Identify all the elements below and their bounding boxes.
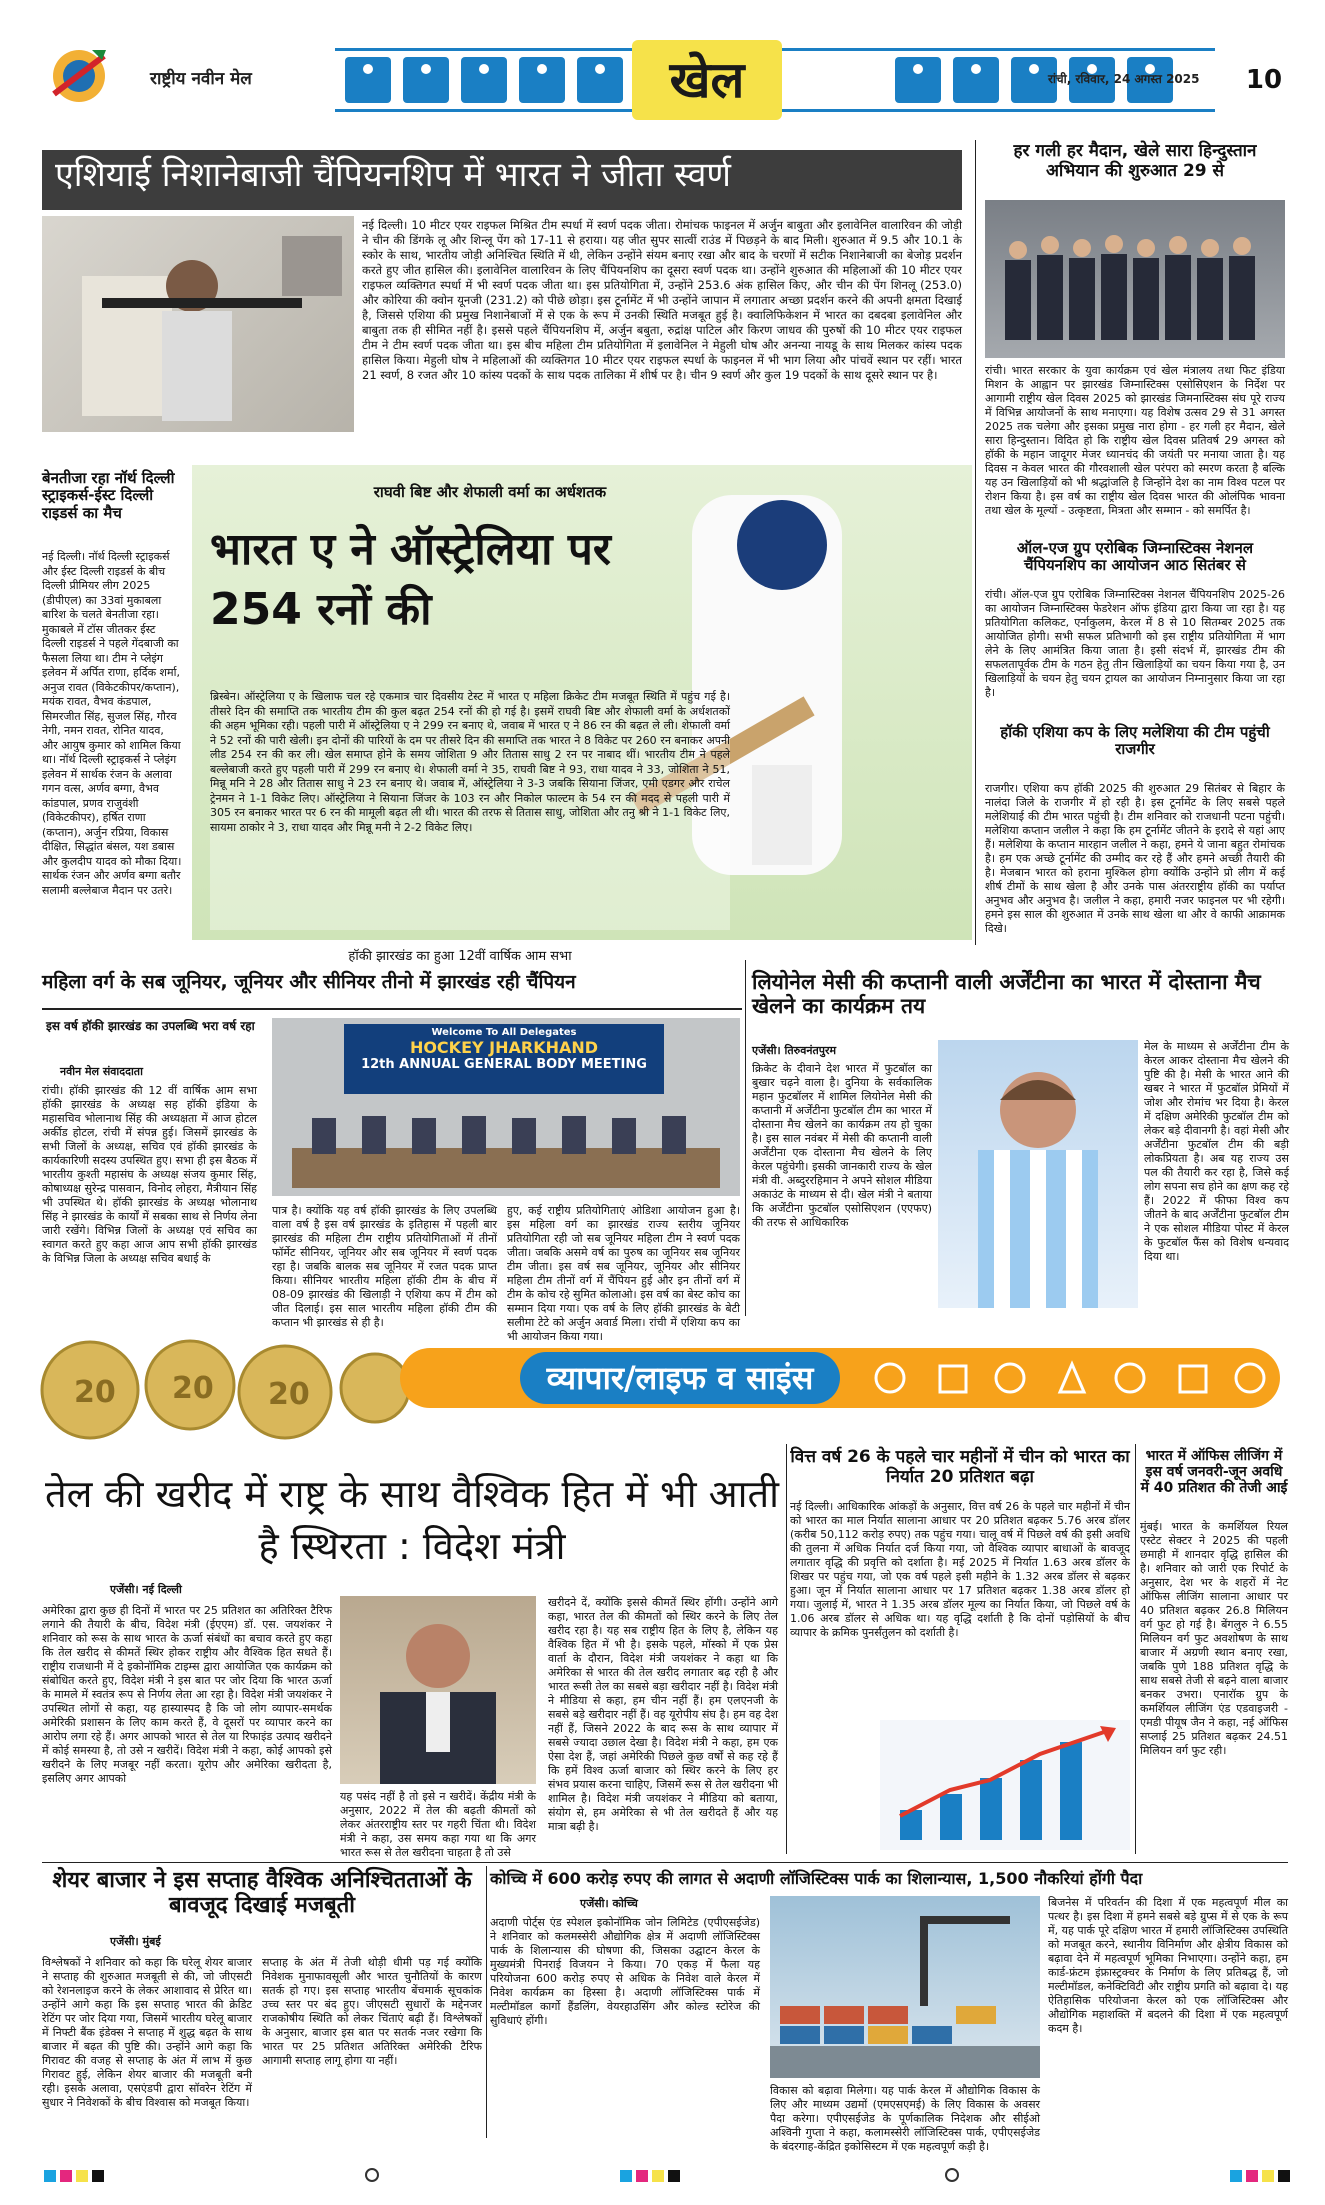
hockey-body-2: पात्र है। क्योंकि यह वर्ष हॉकी झारखंड के लिए उपलब्धि वाला वर्ष है इस वर्ष झारखंड के इतिहास में पहली बार झारखंड की महिला टीम राष्ट्रीय प्रतियोगिताओं में तीनों फॉर्मेट सीनियर, जूनियर और सब जूनियर में स्वर्ण पदक रहा है। जबकि बालक सब जूनियर में रजत पदक प्राप्त किया। सीनियर भारतीय महिला हॉकी टीम के बीच में 08-09 झारखंड की खिलाड़ी ने एशिया कप में टीम को जीत दिलाई। इस साल भारतीय महिला हॉकी टीम की कप्तान भी झारखंड से ही है।	[272, 1204, 497, 1329]
hockey-body-1: रांची। हॉकी झारखंड की 12 वीं वार्षिक आम सभा हॉकी झारखंड के अध्यक्ष सह हॉकी इंडिया के महासचिव भोलानाथ सिंह की अध्यक्षता में आज होटल अर्कीड होटल, रांची में संपन्न हुई। जिसमें झारखंड के सभी जिलों के अध्यक्ष, सचिव एवं हॉकी झारखंड के कार्यकारिणी सदस्य उपस्थित हुए। सभा ही इस बैठक में भारतीय कुश्ती महासंघ के अध्यक्ष संजय कुमार सिंह, कोषाध्यक्ष सुरेन्द्र पासवान, विनोद लोहरा, मैत्रीयान सिंह भी उपस्थित थे। हॉकी झारखंड के अध्यक्ष भोलानाथ सिंह ने झारखंड के कार्यों में सबका साथ से निर्णय लेना जारी रखेंगे। विभिन्न जिलों के अध्यक्ष एवं सचिव का स्वागत करते हुए कहा आज आप सभी हॉकी झारखंड के विभिन्न जिला के अध्यक्ष सचिव बधाई के	[42, 1084, 257, 1265]
hockey-byline: नवीन मेल संवाददाता	[60, 1065, 143, 1078]
banner-line-1: Welcome To All Delegates	[431, 1027, 577, 1038]
cricket-body: ब्रिस्बेन। ऑस्ट्रेलिया ए के खिलाफ चल रहे एकमात्र चार दिवसीय टेस्ट में भारत ए महिला क्रिकेट टीम मजबूत स्थिति में पहुंच गई है। तीसरे दिन की समाप्ति तक भारतीय टीम की कुल बढ़त 254 रनों की हो गई है। इसमें राघवी बिष्ट और शेफाली वर्मा के अर्धशतकों की अहम भूमिका रही। पहली पारी में ऑस्ट्रेलिया ए ने 299 रन बनाए थे, जवाब में भारत ए ने 86 रन की बढ़त ले ली। शेफाली वर्मा ने 52 रनों की पारी खेली। इन दोनों की पारियों के दम पर तीसरे दिन की समाप्ति तक भारत ने 8 विकेट पर 260 रन बनाकर अपनी लीड 254 रन की कर ली। खेल समाप्त होने के समय जोशिता 9 और तितास साधु 2 रन पर नाबाद थीं। भारतीय टीम ने पहले बल्लेबाजी करते हुए पहली पारी में 299 रन बनाए थे। शेफाली वर्मा ने 35, राघवी बिष्ट ने 93, राधा यादव ने 33, जोशिता ने 51, मिन्नू मनि ने 28 और तितास साधु ने 23 रन बनाए थे। जवाब में, ऑस्ट्रेलिया ने 3-3 जबकि सियाना जिंजर, एमी एडगर और राचेल ट्रेनमन ने 1-1 विकेट लिए। ऑस्ट्रेलिया ने सियाना जिंजर के 103 रन और निकोल फाल्टम के 54 रन की मदद से पहली पारी में 305 रन बनाकर भारत पर 6 रन की मामूली बढ़त ली थी। भारत की तरफ से तितास साधु, जोशिता और तनु श्री ने 1-1 विकेट लिए, सायमा ठाकोर ने 3, राधा यादव और मिन्नू मनी ने 2-2 विकेट लिए।	[210, 690, 730, 930]
messi-photo	[938, 1040, 1138, 1308]
messi-byline: एजेंसी। तिरुवनंतपुरम	[752, 1044, 837, 1057]
growth-chart-graphic	[880, 1720, 1130, 1850]
column-rule	[786, 1444, 787, 1854]
oil-body-3: खरीदने दें, क्योंकि इससे कीमतें स्थिर होंगी। उन्होंने आगे कहा, भारत तेल की कीमतों को स्थिर करने के लिए तेल खरीद रहा है। यह सब राष्ट्रीय हित के लिए है, लेकिन यह वैश्विक हित में भी है। इसके पहले, मॉस्को में एक प्रेस वार्ता के दौरान, विदेश मंत्री जयशंकर ने कहा था कि अमेरिका से भारत की तेल खरीद लगातार बढ़ रही है और भारत रूसी तेल का सबसे बड़ा खरीदार नहीं है। विदेश मंत्री ने मीडिया से कहा, हम चीन नहीं हैं। हम एलएनजी के सबसे बड़े खरीदार नहीं हैं। वह यूरोपीय संघ है। हम वह देश नहीं हैं, जिसने 2022 के बाद रूस के साथ व्यापार में सबसे ज्यादा उछाल देखा है। विदेश मंत्री ने कहा, हम एक ऐसा देश हैं, जहां अमेरिकी पिछले कुछ वर्षों से कह रहे हैं कि हमें विश्व ऊर्जा बाजार को स्थिर करने के लिए हर संभव प्रयास करना चाहिए, जिसमें रूस से तेल खरीदना भी शामिल है। विदेश मंत्री जयशंकर ने मीडिया को बताया, संयोग से, हम अमेरिका से भी तेल खरीदते हैं और यह मात्रा बढ़ी है।	[548, 1596, 778, 1833]
adani-byline: एजेंसी। कोच्चि	[580, 1897, 638, 1910]
share-body-2: सप्ताह के अंत में तेजी थोड़ी धीमी पड़ गई क्योंकि निवेशक मुनाफावसूली और भारत चुनौतियों के कारण सतर्क हो गए। इस सप्ताह भारतीय बेंचमार्क सूचकांक उच्च स्तर पर बंद हुए। जीएसटी सुधारों के मद्देनजर राजकोषीय स्थिति को लेकर चिंताएं बढ़ी हैं। विश्लेषकों के अनुसार, बाजार इस बात पर सतर्क नजर रखेगा कि भारत पर 25 प्रतिशत अतिरिक्त अमेरिकी टैरिफ आगामी सप्ताह लागू होगा या नहीं।	[262, 1956, 482, 2067]
messi-body-1: क्रिकेट के दीवाने देश भारत में फुटबॉल का बुखार चढ़ने वाला है। दुनिया के सर्वकालिक महान फुटबॉलर में शामिल लियोनेल मेसी की कप्तानी में अर्जेंटीना फुटबॉल टीम का भारत में दोस्ताना मैच खेलने का कार्यक्रम तय हो चुका है। इस साल नवंबर में मेसी की कप्तानी वाली अर्जेंटीना एक दोस्ताना मैच खेलने के लिए केरल पहुंचेगी। इसकी जानकारी राज्य के खेल मंत्री वी. अब्दुररहिमान ने अपने सोशल मीडिया अकाउंट के माध्यम से दी। खेल मंत्री ने बताया कि अर्जेंटीना फुटबॉल एसोसिएशन (एएफए) की तरफ से आधिकारिक	[752, 1062, 932, 1229]
color-swatch	[1262, 2170, 1274, 2182]
rc1-headline: हर गली हर मैदान, खेले सारा हिन्दुस्तान अभियान की शुरुआत 29 से	[1013, 141, 1257, 181]
color-swatch	[1230, 2170, 1242, 2182]
office-headline: भारत में ऑफिस लीजिंग में इस वर्ष जनवरी-जून अवधि में 40 प्रतिशत की तेजी आई	[1140, 1448, 1288, 1497]
registration-circle	[945, 2168, 959, 2182]
hockey-headline: महिला वर्ग के सब जूनियर, जूनियर और सीनियर तीनो में झारखंड रही चैंपियन	[42, 971, 576, 993]
paper-name: राष्ट्रीय नवीन मेल	[150, 69, 252, 89]
oil-body-2: यह पसंद नहीं है तो इसे न खरीदें। केंद्रीय मंत्री के अनुसार, 2022 में तेल की बढ़ती कीमतों को लेकर अंतरराष्ट्रीय स्तर पर गहरी चिंता थी। विदेश मंत्री ने कहा, उस समय कहा गया था कि अगर भारत रूस से तेल खरीदना चाहता है तो उसे	[340, 1790, 536, 1859]
science-icons	[860, 1356, 1280, 1400]
share-body-1: विश्लेषकों ने शनिवार को कहा कि घरेलू शेयर बाजार ने सप्ताह की शुरुआत मजबूती से की, जो जीएसटी को रेशनलाइज करने के लेकर आशावाद से प्रेरित था। उन्होंने आगे कहा कि इस सप्ताह भारत की क्रेडिट रेटिंग पर जोर दिया गया, जिसमें भारतीय घरेलू बाजार में निफ्टी बैंक इंडेक्स ने सप्ताह में शुद्ध बढ़त के साथ बाजार में बढ़त की पुष्टि की। उन्होंने आगे कहा कि गिरावट की वजह से सप्ताह के अंत में लाभ में कुछ गिरावट हुई, लेकिन शेयर बाजार की मजबूती बनी रही। इसके अलावा, एसएंडपी द्वारा सॉवरेन रेटिंग में सुधार ने निवेशकों के बीच विश्वास को मजबूत किया।	[42, 1956, 252, 2109]
color-swatch	[92, 2170, 104, 2182]
meeting-banner	[344, 1024, 664, 1094]
rc2-headline: ऑल-एज ग्रुप एरोबिक जिम्नास्टिक्स नेशनल चैंपियनशिप का आयोजन आठ सितंबर से	[1016, 539, 1254, 575]
oil-headline: तेल की खरीद में राष्ट्र के साथ वैश्विक हित में भी आती है स्थिरता : विदेश मंत्री	[45, 1472, 779, 1568]
hockey-bullet: इस वर्ष हॉकी झारखंड का उपलब्धि भरा वर्ष रहा	[46, 1019, 255, 1033]
cricket-kicker: राघवी बिष्ट और शेफाली वर्मा का अर्धशतक	[373, 483, 607, 501]
svg-text:20: 20	[74, 1375, 116, 1410]
color-swatch	[1246, 2170, 1258, 2182]
column-rule	[745, 960, 746, 1316]
column-rule	[486, 1866, 487, 2138]
share-byline: एजेंसी। मुंबई	[110, 1935, 161, 1948]
color-swatch	[636, 2170, 648, 2182]
messi-body-2: मेल के माध्यम से अर्जेंटीना टीम के केरल आकर दोस्ताना मैच खेलने की पुष्टि की है। मेसी के भारत आने की खबर ने भारत में फुटबॉल प्रेमियों में जोश और रोमांच भर दिया है। केरल में दक्षिण अमेरिकी फुटबॉल टीम को लेकर बड़े दीवानगी है। वहां मेसी और अर्जेंटीना फुटबॉल टीम की बड़ी लोकप्रियता है। अब यह राज्य उस पल की तैयारी कर रहा है, जिसे कई लोग सपना सच होने का क्षण कह रहे हैं। 2022 में फीफा विश्व कप जीतने के बाद अर्जेंटीना फुटबॉल टीम ने एक सोशल मीडिया पोस्ट में केरल के फुटबॉल फैंस को विशेष धन्यवाद दिया था।	[1144, 1040, 1289, 1263]
rc1-body: रांची। भारत सरकार के युवा कार्यक्रम एवं खेल मंत्रालय तथा फिट इंडिया मिशन के आह्वान पर झारखंड जिम्नास्टिक्स एसोसिएशन के निर्देश पर आगामी राष्ट्रीय खेल दिवस 2025 को झारखंड जिमनास्टिक्स संघ पूरे राज्य में विभिन्न आयोजनों के साथ मनाएगा। यह विशेष उत्सव 29 से 31 अगस्त 2025 तक चलेगा और इसका प्रमुख नारा होगा - हर गली हर मैदान, खेले सारा हिन्दुस्तान। विदित हो कि राष्ट्रीय खेल दिवस प्रतिवर्ष 29 अगस्त को हॉकी के महान जादूगर मेजर ध्यानचंद की जयंती पर मनाया जाता है। यह दिवस न केवल भारत की गौरवशाली खेल परंपरा को स्मरण करता है बल्कि यह उन खिलाड़ियों को भी श्रद्धांजलि है जिन्होंने देश का नाम विश्व पटल पर रोशन किया है। इस वर्ष का राष्ट्रीय खेल दिवस भारत की ओलंपिक भावना तथा खेल के मूल्यों - उत्कृष्टता, मित्रता और सम्मान - को समर्पित है।	[985, 364, 1285, 517]
rc3-body: राजगीर। एशिया कप हॉकी 2025 की शुरुआत 29 सितंबर से बिहार के नालंदा जिले के राजगीर में हो रही है। इस टूर्नामेंट के लिए सबसे पहले मलेशियाई की टीम भारत पहुंची है। टीम शनिवार को राजधानी पटना पहुंची। मलेशिया कप्तान जलील ने कहा कि हम टूर्नामेंट जीतने के इरादे से यहां आए हैं। मलेशिया के कप्तान मारहान जलील ने कहा, हमने ये जाना बहुत रोमांचक है। हम एक अच्छे टूर्नामेंट की उम्मीद कर रहे हैं और हमने अच्छी तैयारी की है। मेजबान भारत को हराना मुश्किल होगा क्योंकि उन्होंने प्रो लीग में कई शीर्ष टीमों के साथ खेला है और उनके पास अंतरराष्ट्रीय हॉकी का पर्याप्त अनुभव और अनुभव है। जलील ने कहा, हमारी नजर फाइनल पर भी रहेगी। हमने इस साल की शुरुआत में उनके साथ खेला था और वे काफी आक्रामक दिखे।	[985, 782, 1285, 935]
office-body: मुंबई। भारत के कमर्शियल रियल एस्टेट सेक्टर ने 2025 की पहली छमाही में शानदार वृद्धि हासिल की है। शनिवार को जारी एक रिपोर्ट के अनुसार, देश भर के शहरों में नेट ऑफिस लीजिंग सालाना आधार पर 40 प्रतिशत बढ़कर 26.8 मिलियन वर्ग फुट हो गई है। बेंगलुरु ने 6.55 मिलियन वर्ग फुट अवशोषण के साथ बाजार में अग्रणी स्थान बनाए रखा, जबकि पुणे 188 प्रतिशत वृद्धि के साथ सबसे तेजी से बढ़ने वाला बाजार बनकर उभरा। एनारॉक ग्रुप के कमर्शियल लीजिंग एंड एडवाइजरी - एमडी पीयूष जैन ने कहा, नई ऑफिस सप्लाई 25 प्रतिशत बढ़कर 24.51 मिलियन वर्ग फुट रही।	[1140, 1520, 1288, 1757]
section-rule	[42, 1862, 1288, 1863]
cricket-headline: भारत ए ने ऑस्ट्रेलिया पर 254 रनों की	[210, 524, 611, 635]
svg-text:20: 20	[172, 1371, 214, 1406]
hockey-meeting-photo	[272, 1018, 740, 1196]
china-body: नई दिल्ली। आधिकारिक आंकड़ों के अनुसार, वित्त वर्ष 26 के पहले चार महीनों में चीन को भारत का माल निर्यात सालाना आधार पर 20 प्रतिशत बढ़कर 5.76 अरब डॉलर (करीब 50,112 करोड़ रुपए) तक पहुंच गया। चालू वर्ष में पिछले वर्ष की इसी अवधि की तुलना में अधिक निर्यात दर्ज किया गया, जो वैश्विक व्यापार बाधाओं के बावजूद लगातार वृद्धि की प्रवृत्ति को दर्शाता है। मई 2025 में निर्यात 1.63 अरब डॉलर के शिखर पर पहुंच गया, जो एक वर्ष पहले इसी महीने के 1.32 अरब डॉलर से बढ़कर हुआ। जून में निर्यात सालाना आधार पर 17 प्रतिशत बढ़कर 1.38 अरब डॉलर हो गया। जुलाई में, भारत ने 1.35 अरब डॉलर मूल्य का निर्यात किया, जो पिछले वर्ष के 1.06 अरब डॉलर से अधिक था। यह वृद्धि दर्शाती है कि दोनों पड़ोसियों के बीच व्यापार के क्रमिक पुनर्संतुलन को दर्शाती है।	[790, 1500, 1130, 1639]
messi-headline: लियोनेल मेसी की कप्तानी वाली अर्जेंटीना का भारत में दोस्ताना मैच खेलने का कार्यक्रम तय	[752, 970, 1261, 1019]
team-photo	[985, 200, 1285, 358]
hockey-body-3: हुए, कई राष्ट्रीय प्रतियोगिताएं ओडिशा आयोजन हुआ है। इस महिला वर्ग का झारखंड राज्य स्तरीय जूनियर प्रतियोगिता रही जो सब जूनियर महिला टीम ने स्वर्ण पदक जीता। जबकि असमे वर्ष का पुरुष का जूनियर सब जूनियर टीम जीता। इस वर्ष सब जूनियर, जूनियर और सीनियर महिला टीम तीनों वर्ग में चैंपियन हुई और इन तीनों वर्ग में टीम के कोच रहे सुमित कोलाओ। इस वर्ष का बेस्ट कोच का सम्मान दिया गया। एक वर्ष के लिए हॉकी झारखंड के बेटी सलीमा टेटे को अर्जुन अवार्ड मिला। रांची में एशिया कप का भी आयोजन किया गया।	[507, 1204, 740, 1343]
adani-headline: कोच्चि में 600 करोड़ रुपए की लागत से अदाणी लॉजिस्टिक्स पार्क का शिलान्यास, 1,500 नौकरियां होंगी पैदा	[490, 1869, 1143, 1888]
lc-headline: बेनतीजा रहा नॉर्थ दिल्ली स्ट्राइकर्स-ईस्ट दिल्ली राइडर्स का मैच	[42, 469, 175, 522]
registration-marks	[0, 2150, 1325, 2205]
registration-circle	[365, 2168, 379, 2182]
shooter-photo	[42, 216, 354, 432]
color-swatch	[1278, 2170, 1290, 2182]
banner-line-3: 12th ANNUAL GENERAL BODY MEETING	[361, 1057, 647, 1072]
column-rule	[975, 140, 976, 945]
oil-body-1: अमेरिका द्वारा कुछ ही दिनों में भारत पर 25 प्रतिशत का अतिरिक्त टैरिफ लगाने की तैयारी के बीच, विदेश मंत्री (ईएएम) डॉ. एस. जयशंकर ने शनिवार को रूस के साथ भारत के ऊर्जा संबंधों का बचाव करते हुए कहा कि तेल खरीद से कीमतें स्थिर होकर राष्ट्रीय और वैश्विक हित सधते हैं। राष्ट्रीय राजधानी में दे इकोनॉमिक टाइम्स द्वारा आयोजित एक कार्यक्रम को संबोधित करते हुए, विदेश मंत्री ने इस बात पर जोर दिया कि भारत ऊर्जा के मामले में स्वतंत्र रूप से निर्णय लेता आ रहा है। विदेश मंत्री जयशंकर ने उपस्थित लोगों से कहा, यह हास्यास्पद है कि जो लोग व्यापार-समर्थक अमेरिकी प्रशासन के लिए काम करते हैं, वे दूसरों पर व्यापार करने का आरोप लगा रहे हैं। अगर आपको भारत से तेल या रिफाइंड उत्पाद खरीदने में कोई समस्या है, तो उसे न खरीदें। विदेश मंत्री ने कहा, कोई आपको इसे खरीदने के लिए मजबूर नहीं करता। यूरोप और अमेरिका खरीदता है, इसलिए अगर आपको	[42, 1604, 332, 1785]
svg-text:20: 20	[268, 1377, 310, 1412]
lead-headline: एशियाई निशानेबाजी चैंपियनशिप में भारत ने जीता स्वर्ण	[55, 155, 731, 195]
color-swatch	[76, 2170, 88, 2182]
coins-art	[30, 1330, 410, 1450]
dateline: रांची, रविवार, 24 अगस्त 2025	[1048, 72, 1200, 86]
page-number: 10	[1245, 65, 1283, 95]
lc-body: नई दिल्ली। नॉर्थ दिल्ली स्ट्राइकर्स और ईस्ट दिल्ली राइडर्स के बीच दिल्ली प्रीमियर लीग 2025 (डीपीएल) का 33वां मुकाबला बारिश के चलते बेनतीजा रहा। मुकाबले में टॉस जीतकर ईस्ट दिल्ली राइडर्स ने पहले गेंदबाजी का फैसला लिया था। टीम ने प्लेइंग इलेवन में अर्पित राणा, हर्दिक शर्मा, अनुज रावत (विकेटकीपर/कप्तान), मयंक रावत, वैभव कंडपाल, सिमरजीत सिंह, सुजल सिंह, गौरव नेगी, नमन रावत, रोनित यादव, और आयुष कुमार को शामिल किया था। नॉर्थ दिल्ली स्ट्राइकर्स ने प्लेइंग इलेवन में सार्थक रंजन के अलावा गगन वत्स, अर्णव बग्गा, वैभव कांडपाल, प्रणव राजुवंशी (विकेटकीपर), हर्षित राणा (कप्तान), अर्जुन रप्रिया, विकास दीक्षित, सिद्धांत बंसल, यश डबास और कुलदीप यादव को मौका दिया। सार्थक रंजन और अर्णव बग्गा बतौर सलामी बल्लेबाज मैदान पर उतरे।	[42, 550, 182, 897]
adani-body-3: बिजनेस में परिवर्तन की दिशा में एक महत्वपूर्ण मील का पत्थर है। इस दिशा में हमने सबसे बड़े ग्रुप्स में से एक के रूप में, यह पार्क पूरे दक्षिण भारत में हमारी लॉजिस्टिक्स उपस्थिति को मजबूत करने, स्थानीय विनिर्माण और क्षेत्रीय विकास को बढ़ावा देने में महत्वपूर्ण भूमिका निभाएगा। उन्होंने कहा, हम कार्ड-फ्रंटम इंफ्रास्ट्रक्चर के निर्माण के लिए प्रतिबद्ध हैं, जो मल्टीमॉडल, कनेक्टिविटी और राष्ट्रीय प्रगति को बढ़ावा दे। यह ऐतिहासिक परियोजना केरल को एक लॉजिस्टिक्स और औद्योगिक महाशक्ति में बदलने की दिशा में एक महत्वपूर्ण कदम है।	[1048, 1896, 1288, 2035]
adani-body-2: विकास को बढ़ावा मिलेगा। यह पार्क केरल में औद्योगिक विकास के लिए और माध्यम उद्यमों (एमएसएमई) के लिए विकास के अवसर पैदा करेगा। एपीएसईजेड के पूर्णकालिक निदेशक और सीईओ अश्विनी गुप्ता ने कहा, कलामस्सेरी लॉजिस्टिक्स पार्क, एपीएसईजेड के बंदरगाह-केंद्रित इकोसिस्टम में एक महत्वपूर्ण कड़ी है।	[770, 2084, 1040, 2153]
color-swatch	[668, 2170, 680, 2182]
logistics-park-photo	[770, 1896, 1040, 2078]
adani-body-1: अदाणी पोर्ट्स एंड स्पेशल इकोनॉमिक जोन लिमिटेड (एपीएसईजेड) ने शनिवार को कलमस्सेरी औद्योगिक क्षेत्र में अदाणी लॉजिस्टिक्स पार्क के शिलान्यास की घोषणा की, जिसका उद्घाटन केरल के मुख्यमंत्री पिनराई विजयन ने किया। 70 एकड़ में फैला यह परियोजना 600 करोड़ रुपए से अधिक के निवेश वाले केरल में निवेश कार्यक्रम का हिस्सा है। अदाणी लॉजिस्टिक्स पार्क में मल्टीमॉडल कार्गो हैंडलिंग, वेयरहाउसिंग और कोल्ड स्टोरेज की सुविधाएं होंगी।	[490, 1916, 760, 2027]
banner-line-2: HOCKEY JHARKHAND	[409, 1038, 599, 1057]
masthead	[0, 0, 1325, 120]
color-swatch	[60, 2170, 72, 2182]
logo	[44, 36, 134, 106]
share-headline: शेयर बाजार ने इस सप्ताह वैश्विक अनिश्चितताओं के बावजूद दिखाई मजबूती	[52, 1868, 472, 1919]
rc2-body: रांची। ऑल-एज ग्रुप एरोबिक जिम्नास्टिक्स नेशनल चैंपियनशिप 2025-26 का आयोजन जिम्नास्टिक्स फेडरेशन ऑफ इंडिया द्वारा किया जा रहा है। यह प्रतियोगिता कलिकट, एर्नाकुलम, केरल में 8 से 10 सितम्बर 2025 तक आयोजित होगी। सभी सफल प्रतिभागी को इस राष्ट्रीय प्रतियोगिता में भाग लेने के लिए आमंत्रित किया जाता है। इसी संदर्भ में, झारखंड टीम की सफलतापूर्वक टीम के गठन हेतु तीन खिलाड़ियों का चयन किया गया है, उन खिलाड़ियों के चयन हेतु चयन ट्रायल का आयोजन निम्नानुसार किया जा रहा है।	[985, 588, 1285, 699]
rc3-headline: हॉकी एशिया कप के लिए मलेशिया की टीम पहुंची राजगीर	[1000, 723, 1270, 759]
color-swatch	[620, 2170, 632, 2182]
biz-banner-title: व्यापार/लाइफ व साइंस	[520, 1352, 840, 1404]
lead-body: नई दिल्ली। 10 मीटर एयर राइफल मिश्रित टीम स्पर्धा में स्वर्ण पदक जीता। रोमांचक फाइनल में अर्जुन बाबुता और इलावेनिल वालारिवन की जोड़ी ने चीन की डिंगके लू और शिन्लू पेंग को 17-11 से हराया। यह जीत सुपर सात्वीं राउंड में पिछड़ने के बाद मिली। शुरुआत में 9.5 और 10.1 के स्कोर के साथ, भारतीय जोड़ी अनिश्चित स्थिति में थी, लेकिन उन्होंने संयम बनाए रखा और बाद के चरणों में सटीक निशानेबाजी का बेजोड़ प्रदर्शन करते हुए जीत हासिल की। इलावेनिल वालारिवन के लिए चैंपियनशिप का दूसरा स्वर्ण पदक था। उन्होंने शुरुआत की महिलाओं की 10 मीटर एयर राइफल व्यक्तिगत स्पर्धा में भी स्वर्ण पदक जीता था। इस प्रतियोगिता में, उन्होंने 253.6 अंक हासिल किए, और चीन की पेंग शिनलू (253.0) और कोरिया की क्वोन यूनजी (231.2) को पीछे छोड़ा। इस टूर्नामेंट में भी उन्होंने जापान में लगातार अच्छा प्रदर्शन करने की अपनी क्षमता दिखाई है, जिससे एशिया की प्रमुख निशानेबाजों में से एक के रूप में उनकी स्थिति मजबूत हुई है। क्वालिफिकेशन में भारत का दबदबा इलावेनिल और बाबुता तक ही सीमित नहीं है। इससे पहले चैंपियनशिप में, अर्जुन बबुता, रुद्रांक्ष पाटिल और किरण जाधव की पुरुषों की 10 मीटर एयर राइफल टीम ने टीम स्वर्ण पदक जीता था। इस बीच महिला टीम प्रतियोगिता में इलावेनिल ने मेहुली घोष और अनन्या नायडू के साथ मिलकर कांस्य पदक हासिल किया। मेहुली घोष ने महिलाओं की व्यक्तिगत 10 मीटर एयर राइफल स्पर्धा के फाइनल में भी भाग लिया और पांचवें स्थान पर रहीं। भारत 21 स्वर्ण, 8 रजत और 10 कांस्य पदकों के साथ पदक तालिका में शीर्ष पर है। चीन 9 स्वर्ण और कुल 19 पदकों के साथ दूसरे स्थान पर है।	[362, 218, 962, 382]
color-swatch	[652, 2170, 664, 2182]
hockey-rule	[42, 1008, 742, 1010]
column-rule	[1135, 1444, 1136, 1854]
color-swatch	[44, 2170, 56, 2182]
section-title: खेल	[632, 40, 782, 120]
hockey-kicker: हॉकी झारखंड का हुआ 12वीं वार्षिक आम सभा	[348, 949, 572, 964]
oil-byline: एजेंसी। नई दिल्ली	[110, 1583, 182, 1596]
jaishankar-photo	[340, 1596, 536, 1784]
china-headline: वित्त वर्ष 26 के पहले चार महीनों में चीन को भारत का निर्यात 20 प्रतिशत बढ़ा	[790, 1447, 1130, 1487]
